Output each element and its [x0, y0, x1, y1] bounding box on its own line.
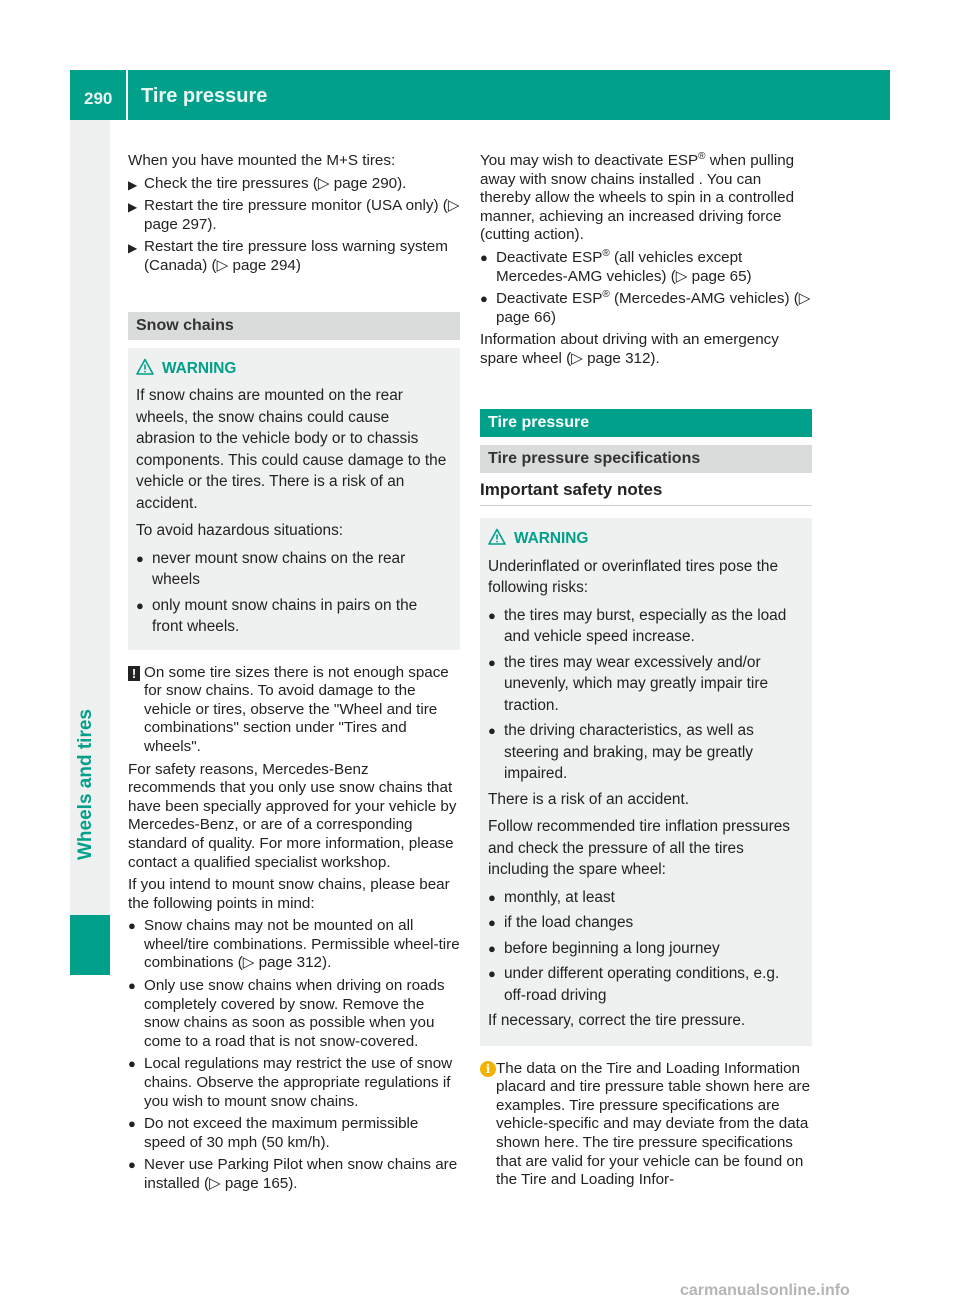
bullet-icon: ● — [480, 291, 488, 307]
list-item: ● the driving characteristics, as well as steering and braking, may be greatly impaired. — [488, 722, 754, 783]
section-heading-tire-pressure: Tire pressure — [480, 409, 812, 437]
subheading-safety-notes: Important safety notes — [480, 473, 812, 507]
exclamation-icon: ! — [128, 666, 140, 681]
triangle-right-icon: ▶ — [128, 241, 138, 256]
right-column — [480, 152, 812, 1190]
warning-text: Underinflated or overinflated tires pose the following risks: — [488, 557, 779, 597]
list-item: ● never mount snow chains on the rear wheels — [136, 549, 406, 589]
header-divider — [126, 70, 128, 120]
list-item: ● if the load changes — [488, 912, 804, 934]
bullet-icon: ● — [488, 966, 496, 982]
list-item: ● under different operating conditions, e.g. off-road driving — [488, 965, 780, 1004]
page-number: 290 — [84, 89, 113, 108]
list-item: ● Never use Parking Pilot when snow chains are installed (▷ page 165). — [128, 1156, 458, 1192]
list-item: ● monthly, at least — [488, 887, 804, 909]
step-item: ▶ Check the tire pressures (▷ page 290). — [128, 175, 460, 194]
list-item: ● Only use snow chains when driving on roads completely covered by snow. Remove the snow chains as soon as possible when you come to a road that is not snow-covered. — [128, 977, 445, 1050]
warning-title: WARNING — [136, 358, 452, 380]
warning-text: To avoid hazardous situations: — [136, 522, 344, 540]
warning-box — [480, 518, 812, 1046]
bullet-icon: ● — [136, 597, 144, 613]
bullet-icon: ● — [128, 1116, 136, 1132]
bullet-icon: ● — [128, 1157, 136, 1173]
triangle-right-icon: ▶ — [128, 177, 138, 192]
triangle-right-icon: ▶ — [128, 200, 138, 215]
bullet-icon: ● — [136, 550, 144, 566]
list-item: ● Snow chains may not be mounted on all wheel/tire combinations. Permissible wheel-tire combinations (▷ page 312). — [128, 917, 460, 972]
list-item: ● the tires may wear excessively and/or unevenly, which may greatly impair tire traction. — [488, 653, 769, 714]
step-item: ▶ Restart the tire pressure monitor (USA only) (▷ page 297). — [128, 197, 460, 233]
body-text: For safety reasons, Mercedes-Benz recommends that you only use snow chains that have been specially approved for your vehicle by Mercedes-Benz, or are of a corresponding standard of quality. For more information, please contact a qualified specialist workshop. — [128, 760, 457, 871]
info-icon: i — [480, 1061, 496, 1077]
list-item: ● Do not exceed the maximum permissible speed of 30 mph (50 km/h). — [128, 1115, 419, 1151]
info-paragraph: i The data on the Tire and Loading Information placard and tire pressure table shown here are examples. Tire pressure specifications are vehicle-specific and may deviate from the data shown here. The tire pressure specifications that are valid for your vehicle can be found on the Tire and Loading Infor- — [480, 1060, 812, 1190]
warning-text: If necessary, correct the tire pressure. — [488, 1012, 746, 1030]
bullet-icon: ● — [488, 723, 496, 739]
warning-title: WARNING — [488, 528, 804, 550]
bullet-icon: ● — [488, 940, 496, 956]
watermark: carmanualsonline.info — [680, 1282, 850, 1299]
warning-triangle-icon — [488, 528, 506, 546]
page-header — [70, 70, 890, 120]
list-item: ● only mount snow chains in pairs on the front wheels. — [136, 596, 418, 636]
warning-triangle-icon — [136, 358, 154, 376]
step-item: ▶ Restart the tire pressure loss warning system (Canada) (▷ page 294) — [128, 238, 448, 274]
bullet-icon: ● — [128, 978, 136, 994]
list-item: ● before beginning a long journey — [488, 938, 804, 960]
body-text: You may wish to deactivate ESP® when pulling away with snow chains installed . You can thereby allow the wheels to spin in a controlled manner, achieving an increased driving force (cutting action). — [480, 150, 795, 244]
warning-text: Follow recommended tire inflation pressures and check the pressure of all the tires including the spare wheel: — [488, 818, 790, 879]
bullet-icon: ● — [488, 607, 496, 623]
left-column — [128, 152, 460, 1198]
body-text: If you intend to mount snow chains, please bear the following points in mind: — [128, 876, 450, 912]
chapter-label: Wheels and tires — [75, 709, 96, 860]
warning-box — [128, 348, 460, 650]
list-item: ● Local regulations may restrict the use of snow chains. Observe the appropriate regulations if you wish to mount snow chains. — [128, 1055, 453, 1110]
list-item: ● Deactivate ESP® (all vehicles except Mercedes-AMG vehicles) (▷ page 65) — [480, 247, 752, 285]
bullet-icon: ● — [480, 249, 488, 265]
list-item: ● Deactivate ESP® (Mercedes-AMG vehicles) (▷ page 66) — [480, 289, 811, 326]
section-heading-snow-chains: Snow chains — [128, 312, 460, 340]
bullet-icon: ● — [488, 915, 496, 931]
section-heading-specifications: Tire pressure specifications — [480, 445, 812, 473]
body-text: Information about driving with an emergency spare wheel (▷ page 312). — [480, 331, 779, 367]
bullet-icon: ● — [488, 889, 496, 905]
list-item: ● the tires may burst, especially as the load and vehicle speed increase. — [488, 606, 787, 646]
bullet-icon: ● — [488, 654, 496, 670]
bullet-icon: ● — [128, 1056, 136, 1072]
warning-text: There is a risk of an accident. — [488, 790, 690, 808]
warning-text: If snow chains are mounted on the rear wheels, the snow chains could cause abrasion to the vehicle body or to chassis components. This could cause damage to the vehicle or the tires. There is a risk of an accident. — [136, 387, 447, 512]
bullet-icon: ● — [128, 918, 136, 934]
note-paragraph: ! On some tire sizes there is not enough space for snow chains. To avoid damage to the vehicle or tires, observe the "Wheel and tire combinations" section under "Tires and wheels". — [128, 664, 460, 757]
intro-text: When you have mounted the M+S tires: — [128, 152, 396, 169]
chapter-marker — [70, 915, 110, 975]
page-title: Tire pressure — [141, 85, 268, 107]
